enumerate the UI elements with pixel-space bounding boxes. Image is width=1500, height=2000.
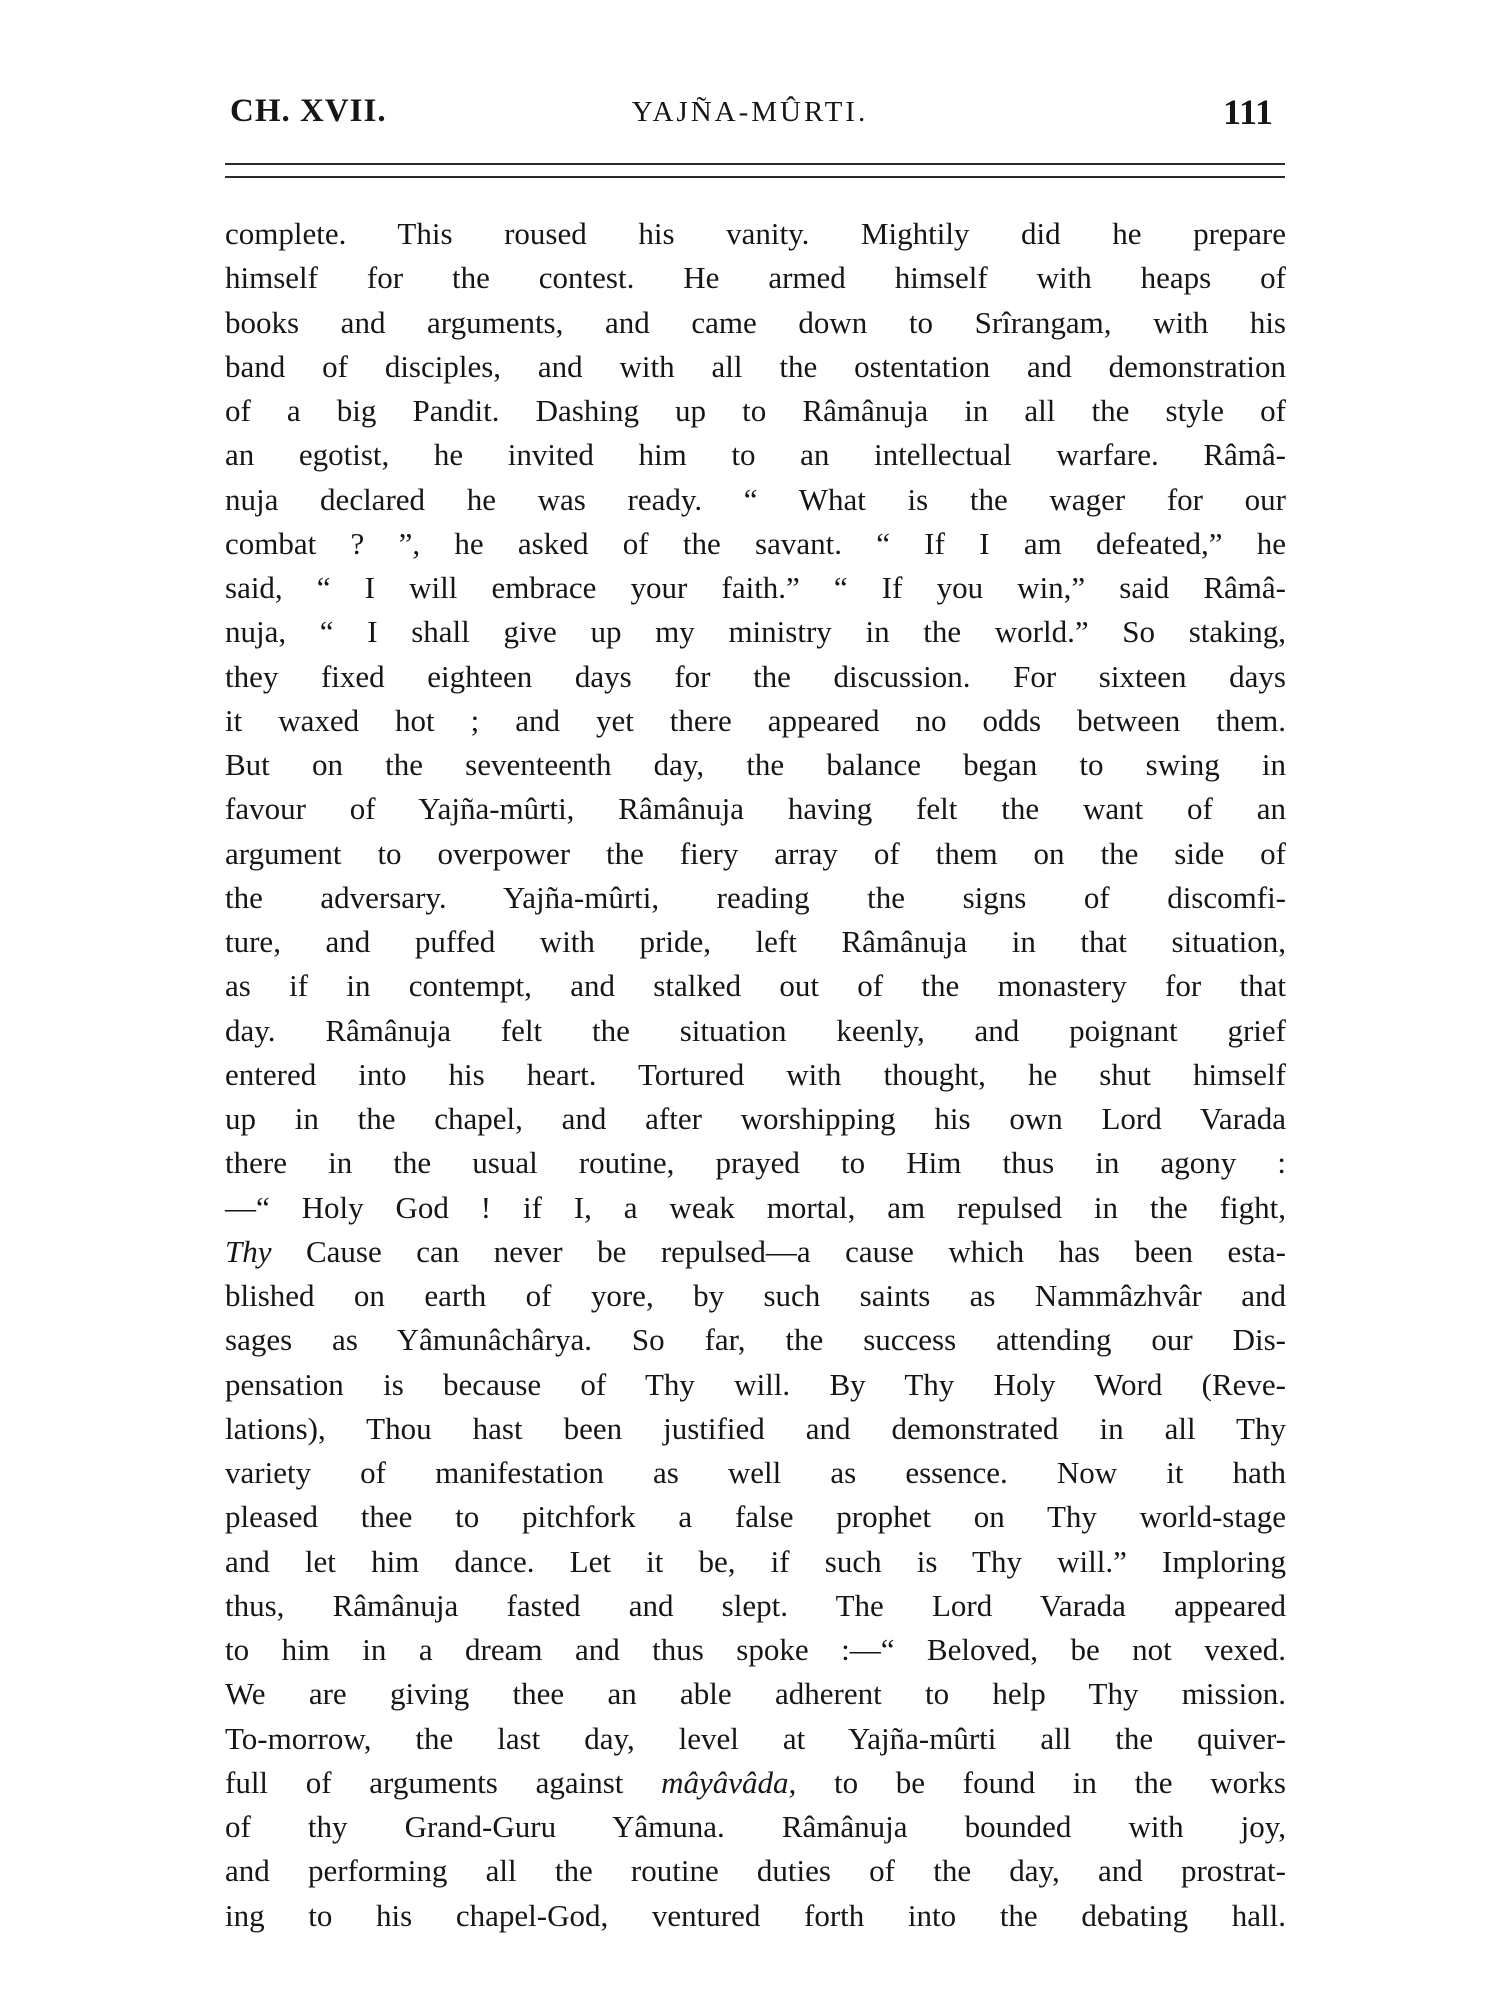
text-line: of a big Pandit. Dashing up to Râmânuja in all the style of (225, 393, 1286, 428)
text-line: to him in a dream and thus spoke :—“ Beloved, be not vexed. (225, 1632, 1286, 1667)
text-line: pensation is because of Thy will. By Thy Holy Word (Reve- (225, 1366, 1286, 1402)
text-line: —“ Holy God ! if I, a weak mortal, am repulsed in the fight, (225, 1189, 1286, 1225)
text-line: blished on earth of yore, by such saints as Nammâzhvâr and (225, 1278, 1286, 1313)
text-line: books and arguments, and came down to Srîrangam, with his (225, 304, 1286, 340)
text-line: argument to overpower the fiery array of them on the side of (225, 835, 1286, 871)
text-line: Thy Cause can never be repulsed—a cause which has been esta- (225, 1233, 1286, 1269)
text-line: an egotist, he invited him to an intellectual warfare. Râmâ- (225, 437, 1286, 473)
text-line: But on the seventeenth day, the balance began to swing in (225, 747, 1286, 782)
text-line: pleased thee to pitchfork a false prophet on Thy world-stage (225, 1499, 1286, 1535)
text-line: lations), Thou hast been justified and demonstrated in all Thy (225, 1410, 1286, 1446)
text-line: entered into his heart. Tortured with thought, he shut himself (225, 1056, 1286, 1092)
text-line: complete. This roused his vanity. Mightily did he prepare (225, 216, 1286, 251)
text-line: To-morrow, the last day, level at Yajña-mûrti all the quiver- (225, 1720, 1286, 1756)
body-text (225, 212, 1286, 1938)
running-title: YAJÑA-MÛRTI. (631, 96, 869, 128)
text-line: they fixed eighteen days for the discussion. For sixteen days (225, 658, 1286, 694)
text-line: the adversary. Yajña-mûrti, reading the signs of discomfi- (225, 879, 1286, 915)
chapter-label: CH. XVII. (230, 93, 387, 129)
header-rule-bottom (225, 176, 1285, 178)
text-line: combat ? ”, he asked of the savant. “ If I am defeated,” he (225, 525, 1286, 561)
text-line: band of disciples, and with all the ostentation and demonstration (225, 348, 1286, 384)
text-line: nuja, “ I shall give up my ministry in the world.” So staking, (225, 614, 1286, 650)
text-line: and performing all the routine duties of the day, and prostrat- (225, 1853, 1286, 1889)
text-line: favour of Yajña-mûrti, Râmânuja having felt the want of an (225, 791, 1286, 827)
page-number: 111 (1223, 92, 1274, 132)
italic-word: Thy (225, 1233, 272, 1269)
text-line: day. Râmânuja felt the situation keenly, and poignant grief (225, 1012, 1286, 1048)
text-line: variety of manifestation as well as essence. Now it hath (225, 1455, 1286, 1490)
text-line: sages as Yâmunâchârya. So far, the success attending our Dis- (225, 1322, 1286, 1358)
text-line: and let him dance. Let it be, if such is Thy will.” Imploring (225, 1543, 1286, 1579)
text-line: full of arguments against mâyâvâda, to be found in the works (225, 1764, 1286, 1800)
text-line: up in the chapel, and after worshipping his own Lord Varada (225, 1101, 1286, 1136)
text-line: as if in contempt, and stalked out of the monastery for that (225, 968, 1286, 1004)
text-line: himself for the contest. He armed himself with heaps of (225, 260, 1286, 296)
italic-word: mâyâvâda, (661, 1764, 797, 1800)
text-line: thus, Râmânuja fasted and slept. The Lord Varada appeared (225, 1587, 1286, 1623)
text-line: it waxed hot ; and yet there appeared no odds between them. (225, 702, 1286, 738)
header-rule-top (225, 163, 1285, 165)
text-line: ture, and puffed with pride, left Râmânuja in that situation, (225, 924, 1286, 959)
text-line: nuja declared he was ready. “ What is the wager for our (225, 481, 1286, 517)
text-line: there in the usual routine, prayed to Him thus in agony : (225, 1145, 1286, 1181)
text-line: of thy Grand-Guru Yâmuna. Râmânuja bounded with joy, (225, 1809, 1286, 1844)
text-line: said, “ I will embrace your faith.” “ If you win,” said Râmâ- (225, 570, 1286, 605)
text-line: We are giving thee an able adherent to help Thy mission. (225, 1676, 1286, 1712)
text-line: ing to his chapel-God, ventured forth into the debating hall. (225, 1897, 1286, 1933)
